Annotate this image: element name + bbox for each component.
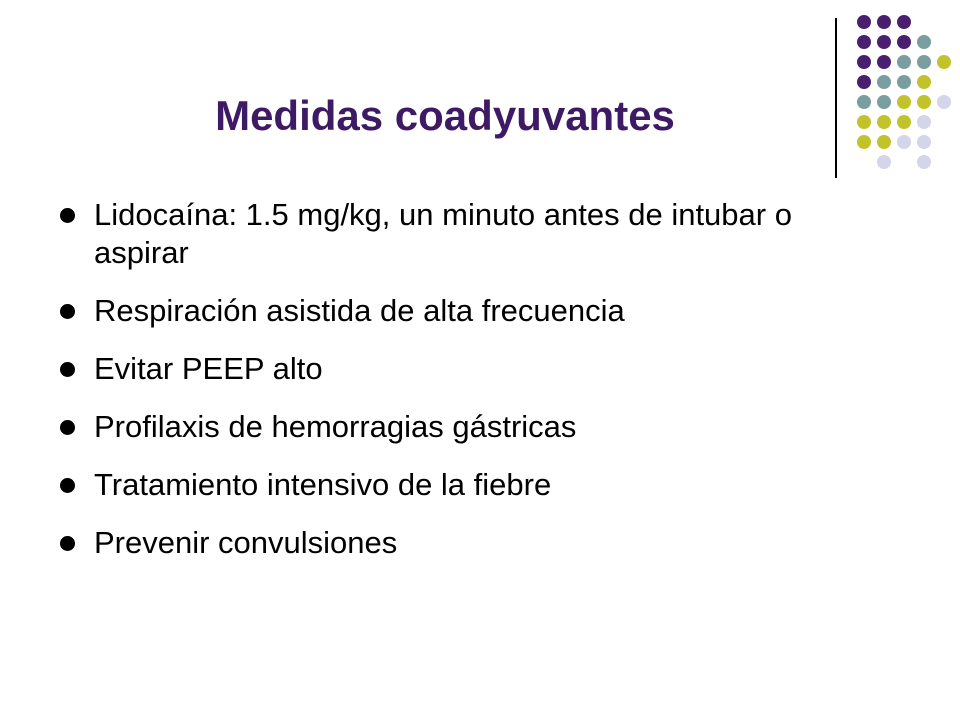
decorative-dot bbox=[917, 115, 931, 129]
bullet-text: Respiración asistida de alta frecuencia bbox=[94, 293, 625, 328]
bullet-text: Profilaxis de hemorragias gástricas bbox=[94, 409, 577, 444]
decorative-dot bbox=[917, 135, 931, 149]
bullet-item bbox=[60, 350, 860, 388]
decorative-dot bbox=[897, 15, 911, 29]
decorative-dot bbox=[897, 35, 911, 49]
decorative-dot bbox=[857, 95, 871, 109]
decorative-dot bbox=[917, 75, 931, 89]
decorative-dot bbox=[897, 55, 911, 69]
decorative-dot bbox=[897, 75, 911, 89]
decorative-dot bbox=[897, 115, 911, 129]
decorative-dot bbox=[877, 55, 891, 69]
vertical-divider bbox=[835, 18, 837, 178]
decorative-dot bbox=[937, 55, 951, 69]
bullet-list bbox=[60, 196, 860, 582]
decorative-dot bbox=[917, 155, 931, 169]
decorative-dot bbox=[857, 35, 871, 49]
bullet-dot-icon bbox=[60, 478, 75, 493]
slide-title: Medidas coadyuvantes bbox=[215, 92, 675, 139]
decorative-dot bbox=[877, 35, 891, 49]
bullet-dot-icon bbox=[60, 304, 75, 319]
bullet-dot-icon bbox=[60, 536, 75, 551]
decorative-dot bbox=[877, 155, 891, 169]
decorative-dot bbox=[857, 135, 871, 149]
decorative-dot bbox=[917, 55, 931, 69]
bullet-item bbox=[60, 466, 860, 504]
bullet-item bbox=[60, 408, 860, 446]
decorative-dot bbox=[877, 115, 891, 129]
bullet-dot-icon bbox=[60, 420, 75, 435]
decorative-dot bbox=[857, 75, 871, 89]
bullet-dot-icon bbox=[60, 208, 75, 223]
decorative-dot bbox=[877, 75, 891, 89]
decorative-dot bbox=[917, 95, 931, 109]
bullet-item bbox=[60, 292, 860, 330]
decorative-dot bbox=[917, 35, 931, 49]
bullet-dot-icon bbox=[60, 362, 75, 377]
bullet-item bbox=[60, 524, 860, 562]
bullet-item bbox=[60, 196, 860, 272]
bullet-text: Lidocaína: 1.5 mg/kg, un minuto antes de intubar o aspirar bbox=[94, 197, 792, 270]
bullet-text: Tratamiento intensivo de la fiebre bbox=[94, 467, 552, 502]
bullet-text: Evitar PEEP alto bbox=[94, 351, 323, 386]
decorative-dot bbox=[937, 95, 951, 109]
decorative-dot bbox=[877, 95, 891, 109]
decorative-dot bbox=[857, 115, 871, 129]
decorative-dot bbox=[877, 15, 891, 29]
decorative-dot bbox=[857, 55, 871, 69]
decorative-dot bbox=[897, 135, 911, 149]
decorative-dot bbox=[877, 135, 891, 149]
bullet-text: Prevenir convulsiones bbox=[94, 525, 398, 560]
decorative-dot bbox=[857, 15, 871, 29]
decorative-dot bbox=[897, 95, 911, 109]
